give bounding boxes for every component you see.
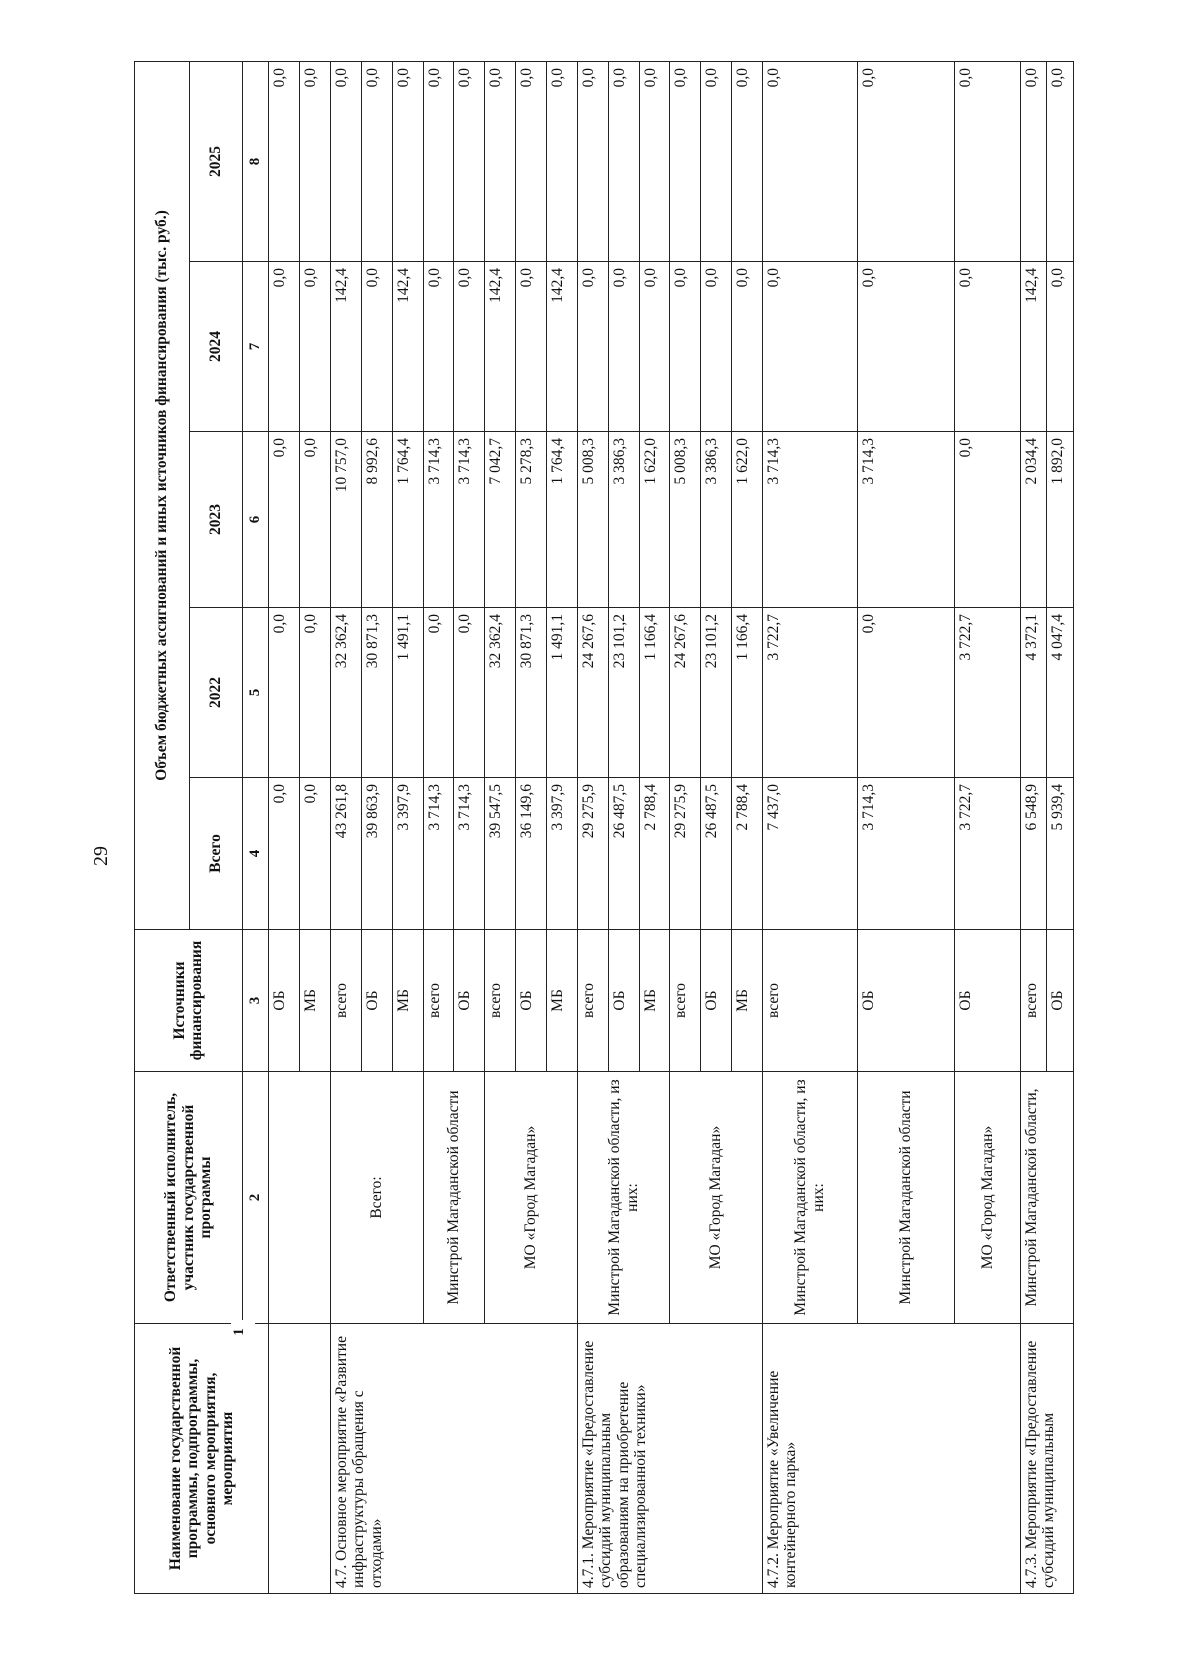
source-cell: МБ bbox=[639, 930, 670, 1072]
value-2022: 24 267,6 bbox=[577, 608, 608, 778]
value-2023: 5 008,3 bbox=[670, 432, 701, 608]
value-2022: 24 267,6 bbox=[670, 608, 701, 778]
table-row bbox=[331, 61, 362, 1593]
source-cell: ОБ bbox=[454, 930, 485, 1072]
value-2025: 0,0 bbox=[485, 61, 516, 261]
value-2023: 2 034,4 bbox=[1020, 432, 1046, 608]
value-2023: 3 714,3 bbox=[423, 432, 454, 608]
index-cell: 5 bbox=[242, 608, 268, 778]
value-total: 29 275,9 bbox=[577, 778, 608, 930]
source-cell: ОБ bbox=[1047, 930, 1074, 1072]
executor-minstroy-of: Минстрой Магаданской области, из них: bbox=[577, 1072, 670, 1324]
name-cell-continued bbox=[269, 1324, 331, 1594]
source-cell: ОБ bbox=[701, 930, 732, 1072]
value-2025: 0,0 bbox=[392, 61, 423, 261]
executor-total: Всего: bbox=[331, 1072, 424, 1324]
executor-minstroy-of: Минстрой Магаданской области, из них: bbox=[762, 1072, 857, 1324]
value-2025: 0,0 bbox=[701, 61, 732, 261]
value-2025: 0,0 bbox=[331, 61, 362, 261]
value-2024: 0,0 bbox=[732, 262, 763, 432]
value-2023: 1 764,4 bbox=[392, 432, 423, 608]
value-2024: 0,0 bbox=[454, 262, 485, 432]
value-2024: 0,0 bbox=[954, 262, 1020, 432]
value-2023: 5 008,3 bbox=[577, 432, 608, 608]
value-2024: 142,4 bbox=[547, 262, 578, 432]
index-cell: 8 bbox=[242, 61, 268, 261]
value-total: 3 714,3 bbox=[423, 778, 454, 930]
financing-table bbox=[134, 61, 1074, 1594]
header-name: Наименование государственной программы, подпрограммы, основного мероприятия, мероприятия bbox=[135, 1324, 269, 1594]
value-2025: 0,0 bbox=[732, 61, 763, 261]
value-total: 0,0 bbox=[269, 778, 300, 930]
value-2025: 0,0 bbox=[954, 61, 1020, 261]
name-4-7-1: 4.7.1. Мероприятие «Предоставление субсидий муниципальным образованиям на приобретение специализированной техники» bbox=[577, 1324, 762, 1594]
value-2022: 0,0 bbox=[300, 608, 331, 778]
source-cell: ОБ bbox=[857, 930, 954, 1072]
value-2024: 142,4 bbox=[392, 262, 423, 432]
value-total: 26 487,5 bbox=[608, 778, 639, 930]
value-2025: 0,0 bbox=[762, 61, 857, 261]
value-2024: 0,0 bbox=[639, 262, 670, 432]
value-2022: 30 871,3 bbox=[361, 608, 392, 778]
value-2023: 1 622,0 bbox=[732, 432, 763, 608]
value-2023: 1 622,0 bbox=[639, 432, 670, 608]
value-2022: 0,0 bbox=[857, 608, 954, 778]
name-4-7-3: 4.7.3. Мероприятие «Предоставление субсидий муниципальным bbox=[1020, 1324, 1073, 1594]
value-total: 3 714,3 bbox=[857, 778, 954, 930]
value-2023: 5 278,3 bbox=[516, 432, 547, 608]
index-cell: 3 bbox=[242, 930, 268, 1072]
value-2025: 0,0 bbox=[547, 61, 578, 261]
value-2025: 0,0 bbox=[670, 61, 701, 261]
executor-minstroy-cut-label: Минстрой Магаданской области, bbox=[1022, 1088, 1040, 1307]
value-2022: 1 166,4 bbox=[732, 608, 763, 778]
index-cell: 7 bbox=[242, 262, 268, 432]
value-total: 3 397,9 bbox=[392, 778, 423, 930]
source-cell: МБ bbox=[392, 930, 423, 1072]
value-2022: 0,0 bbox=[269, 608, 300, 778]
value-2024: 0,0 bbox=[608, 262, 639, 432]
value-2023: 3 714,3 bbox=[762, 432, 857, 608]
source-cell: МБ bbox=[547, 930, 578, 1072]
value-total: 3 722,7 bbox=[954, 778, 1020, 930]
value-2025: 0,0 bbox=[300, 61, 331, 261]
index-cell: 4 bbox=[242, 778, 268, 930]
source-cell: ОБ bbox=[608, 930, 639, 1072]
value-2024: 142,4 bbox=[331, 262, 362, 432]
index-cell: 2 bbox=[242, 1072, 268, 1324]
value-2024: 0,0 bbox=[361, 262, 392, 432]
value-total: 39 547,5 bbox=[485, 778, 516, 930]
source-cell: всего bbox=[1020, 930, 1046, 1072]
value-2024: 0,0 bbox=[1047, 262, 1074, 432]
value-2023: 10 757,0 bbox=[331, 432, 362, 608]
header-executor: Ответственный исполнитель, участник государственной программы bbox=[135, 1072, 243, 1324]
executor-cell-continued bbox=[269, 1072, 331, 1324]
value-2025: 0,0 bbox=[516, 61, 547, 261]
value-2022: 1 491,1 bbox=[392, 608, 423, 778]
header-sources: Источники финансирования bbox=[135, 930, 243, 1072]
value-2024: 142,4 bbox=[1020, 262, 1046, 432]
value-total: 2 788,4 bbox=[732, 778, 763, 930]
value-2025: 0,0 bbox=[1047, 61, 1074, 261]
value-2022: 23 101,2 bbox=[701, 608, 732, 778]
header-2024: 2024 bbox=[190, 262, 243, 432]
value-total: 6 548,9 bbox=[1020, 778, 1046, 930]
value-2022: 3 722,7 bbox=[954, 608, 1020, 778]
executor-minstroy: Минстрой Магаданской области bbox=[857, 1072, 954, 1324]
executor-mo-magadan: МО «Город Магадан» bbox=[954, 1072, 1020, 1324]
value-2022: 23 101,2 bbox=[608, 608, 639, 778]
header-volume: Объем бюджетных ассигнований и иных источников финансирования (тыс. руб.) bbox=[135, 61, 190, 929]
header-total: Всего bbox=[190, 778, 243, 930]
value-2023: 1 764,4 bbox=[547, 432, 578, 608]
value-2022: 0,0 bbox=[423, 608, 454, 778]
value-2024: 0,0 bbox=[300, 262, 331, 432]
value-2022: 4 047,4 bbox=[1047, 608, 1074, 778]
value-2023: 0,0 bbox=[954, 432, 1020, 608]
value-2024: 0,0 bbox=[857, 262, 954, 432]
value-2022: 30 871,3 bbox=[516, 608, 547, 778]
value-total: 7 437,0 bbox=[762, 778, 857, 930]
value-total: 36 149,6 bbox=[516, 778, 547, 930]
value-2025: 0,0 bbox=[1020, 61, 1046, 261]
value-total: 2 788,4 bbox=[639, 778, 670, 930]
value-total: 39 863,9 bbox=[361, 778, 392, 930]
header-2022: 2022 bbox=[190, 608, 243, 778]
source-cell: МБ bbox=[732, 930, 763, 1072]
rotated-page bbox=[134, 62, 1074, 1594]
value-total: 26 487,5 bbox=[701, 778, 732, 930]
value-2022: 0,0 bbox=[454, 608, 485, 778]
value-2023: 3 714,3 bbox=[857, 432, 954, 608]
value-2022: 1 491,1 bbox=[547, 608, 578, 778]
value-total: 0,0 bbox=[300, 778, 331, 930]
value-2024: 0,0 bbox=[516, 262, 547, 432]
value-2025: 0,0 bbox=[608, 61, 639, 261]
value-2024: 0,0 bbox=[762, 262, 857, 432]
value-2022: 4 372,1 bbox=[1020, 608, 1046, 778]
value-2022: 32 362,4 bbox=[331, 608, 362, 778]
table-row bbox=[1020, 61, 1046, 1593]
source-cell: ОБ bbox=[516, 930, 547, 1072]
value-2023: 0,0 bbox=[269, 432, 300, 608]
header-2023: 2023 bbox=[190, 432, 243, 608]
value-2023: 8 992,6 bbox=[361, 432, 392, 608]
index-cell: 6 bbox=[242, 432, 268, 608]
value-2023: 1 892,0 bbox=[1047, 432, 1074, 608]
value-2022: 32 362,4 bbox=[485, 608, 516, 778]
value-total: 43 261,8 bbox=[331, 778, 362, 930]
value-2025: 0,0 bbox=[454, 61, 485, 261]
executor-minstroy-cut bbox=[1020, 1072, 1073, 1324]
source-cell: ОБ bbox=[361, 930, 392, 1072]
value-2022: 3 722,7 bbox=[762, 608, 857, 778]
value-2025: 0,0 bbox=[361, 61, 392, 261]
executor-mo-magadan: МО «Город Магадан» bbox=[670, 1072, 763, 1324]
value-2025: 0,0 bbox=[857, 61, 954, 261]
table-row bbox=[762, 61, 857, 1593]
executor-minstroy: Минстрой Магаданской области bbox=[423, 1072, 485, 1324]
executor-mo-magadan: МО «Город Магадан» bbox=[485, 1072, 578, 1324]
value-2022: 1 166,4 bbox=[639, 608, 670, 778]
value-2023: 7 042,7 bbox=[485, 432, 516, 608]
source-cell: всего bbox=[331, 930, 362, 1072]
source-cell: всего bbox=[485, 930, 516, 1072]
source-cell: МБ bbox=[300, 930, 331, 1072]
name-4-7-2: 4.7.2. Мероприятие «Увеличение контейнерного парка» bbox=[762, 1324, 1020, 1594]
value-2023: 3 386,3 bbox=[701, 432, 732, 608]
value-2023: 3 386,3 bbox=[608, 432, 639, 608]
value-2025: 0,0 bbox=[269, 61, 300, 261]
value-2024: 0,0 bbox=[423, 262, 454, 432]
value-2024: 0,0 bbox=[269, 262, 300, 432]
source-cell: всего bbox=[423, 930, 454, 1072]
page-number: 29 bbox=[90, 846, 112, 866]
value-2024: 142,4 bbox=[485, 262, 516, 432]
source-cell: всего bbox=[762, 930, 857, 1072]
index-cell-first: 1 bbox=[231, 1320, 255, 1344]
value-2024: 0,0 bbox=[670, 262, 701, 432]
value-total: 5 939,4 bbox=[1047, 778, 1074, 930]
source-cell: ОБ bbox=[269, 930, 300, 1072]
value-2025: 0,0 bbox=[577, 61, 608, 261]
value-total: 29 275,9 bbox=[670, 778, 701, 930]
value-2023: 3 714,3 bbox=[454, 432, 485, 608]
value-2024: 0,0 bbox=[577, 262, 608, 432]
table-row bbox=[577, 61, 608, 1593]
value-2023: 0,0 bbox=[300, 432, 331, 608]
value-2024: 0,0 bbox=[701, 262, 732, 432]
value-total: 3 397,9 bbox=[547, 778, 578, 930]
header-2025: 2025 bbox=[190, 61, 243, 261]
value-2025: 0,0 bbox=[423, 61, 454, 261]
value-total: 3 714,3 bbox=[454, 778, 485, 930]
source-cell: всего bbox=[670, 930, 701, 1072]
value-2025: 0,0 bbox=[639, 61, 670, 261]
name-4-7: 4.7. Основное мероприятие «Развитие инфраструктуры обращения с отходами» bbox=[331, 1324, 578, 1594]
table-row bbox=[269, 61, 300, 1593]
source-cell: ОБ bbox=[954, 930, 1020, 1072]
header-row-1 bbox=[135, 61, 190, 1593]
source-cell: всего bbox=[577, 930, 608, 1072]
